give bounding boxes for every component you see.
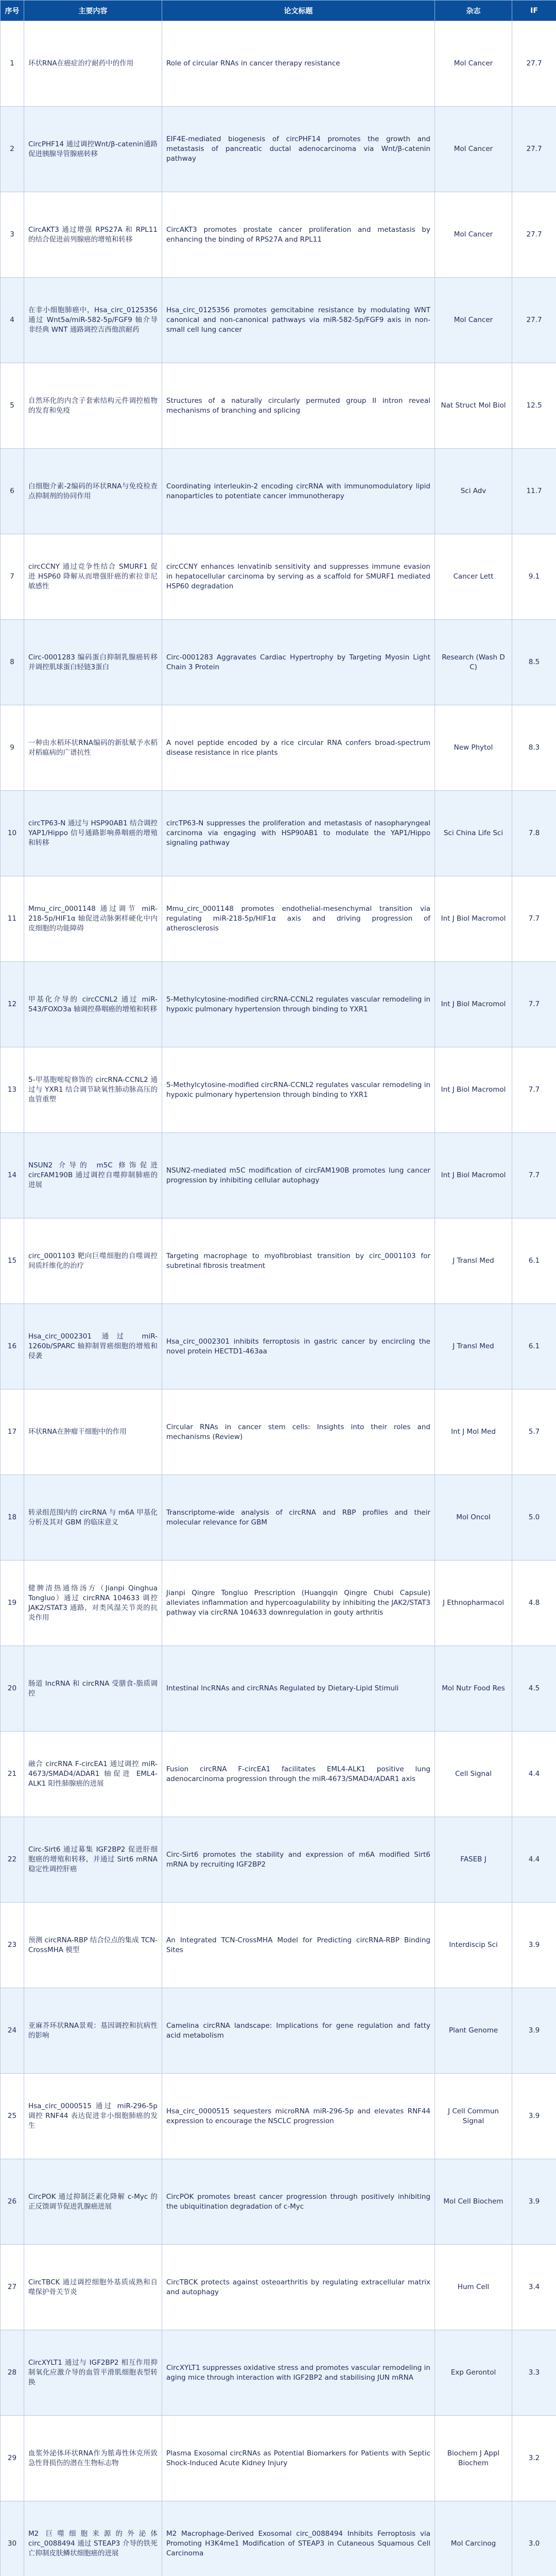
row-index: 6 [1, 449, 24, 534]
row-title: Transcriptome-wide analysis of circRNA and RBP profiles and their molecular relevance for GBM [162, 1475, 435, 1561]
row-title: Role of circular RNAs in cancer therapy resistance [162, 21, 435, 107]
row-summary: 甲基化介导的 circCCNL2 通过 miR-543/FOXO3a 轴调控鼻咽癌的增殖和转移 [24, 962, 162, 1047]
row-impact-factor: 12.5 [512, 363, 556, 449]
row-summary: Hsa_circ_0002301 通过 miR-1260b/SPARC 轴抑制胃癌细胞的增殖和侵袭 [24, 1304, 162, 1389]
row-journal: FASEB J [435, 1817, 512, 1903]
row-impact-factor: 4.5 [512, 1646, 556, 1732]
row-index: 1 [1, 21, 24, 107]
row-summary: 融合 circRNA F-circEA1 通过调控 miR-4673/SMAD4/ADAR1 轴促进 EML4-ALK1 阳性肺腺癌的进展 [24, 1732, 162, 1817]
row-impact-factor: 7.7 [512, 1047, 556, 1133]
table-row [1, 2501, 556, 2576]
row-journal: Plant Genome [435, 1988, 512, 2074]
table-row [1, 620, 556, 705]
row-impact-factor: 4.4 [512, 1732, 556, 1817]
table-row [1, 1903, 556, 1988]
row-title: Fusion circRNA F-circEA1 facilitates EML4-ALK1 positive lung adenocarcinoma progression through the miR-4673/SMAD4/ADAR1 axis [162, 1732, 435, 1817]
table-row [1, 192, 556, 278]
row-index: 15 [1, 1218, 24, 1304]
row-journal: J Transl Med [435, 1304, 512, 1389]
table-row [1, 363, 556, 449]
row-impact-factor: 7.7 [512, 876, 556, 962]
row-impact-factor: 3.4 [512, 2245, 556, 2330]
header-summary: 主要内容 [24, 1, 162, 21]
row-title: 5-Methylcytosine-modified circRNA-CCNL2 regulates vascular remodeling in hypoxic pulmonary hypertension through binding to YXR1 [162, 962, 435, 1047]
table-header-row [1, 1, 556, 21]
row-journal: J Cell Commun Signal [435, 2074, 512, 2159]
row-title: Plasma Exosomal circRNAs as Potential Biomarkers for Patients with Septic Shock-Induced Acute Kidney Injury [162, 2416, 435, 2501]
row-index: 14 [1, 1133, 24, 1218]
row-journal: Int J Biol Macromol [435, 962, 512, 1047]
row-title: An Integrated TCN-CrossMHA Model for Predicting circRNA-RBP Binding Sites [162, 1903, 435, 1988]
row-impact-factor: 6.1 [512, 1218, 556, 1304]
row-summary: 自然环化的内含子套索结构元件调控植物的发育和免疫 [24, 363, 162, 449]
row-summary: 血浆外泌体环状RNA作为脓毒性休克所致急性肾损伤的潜在生物标志物 [24, 2416, 162, 2501]
row-journal: Biochem J Appl Biochem [435, 2416, 512, 2501]
table-row [1, 705, 556, 791]
table-body [1, 21, 556, 2576]
row-index: 19 [1, 1561, 24, 1646]
row-summary: Circ-Sirt6 通过募集 IGF2BP2 促进肝细胞癌的增殖和转移，并通过 Sirt6 mRNA 稳定性调控肝癌 [24, 1817, 162, 1903]
row-journal: Mol Oncol [435, 1475, 512, 1561]
row-summary: 环状RNA在肿瘤干细胞中的作用 [24, 1389, 162, 1475]
table-row [1, 1988, 556, 2074]
row-index: 23 [1, 1903, 24, 1988]
row-title: CircAKT3 promotes prostate cancer proliferation and metastasis by enhancing the binding of RPS27A and RPL11 [162, 192, 435, 278]
row-summary: 预测 circRNA-RBP 结合位点的集成 TCN-CrossMHA 模型 [24, 1903, 162, 1988]
row-index: 12 [1, 962, 24, 1047]
row-journal: Mol Cell Biochem [435, 2159, 512, 2245]
row-title: NSUN2-mediated m5C modification of circFAM190B promotes lung cancer progression by inhibiting cellular autophagy [162, 1133, 435, 1218]
row-title: Jianpi Qingre Tongluo Prescription (Huangqin Qingre Chubi Capsule) alleviates inflammation and hypercoagulability by inhibiting the JAK2/STAT3 pathway via circRNA 104633 downregulation in gouty arthritis [162, 1561, 435, 1646]
row-summary: 5-甲基胞嘧啶修饰的 circRNA-CCNL2 通过与 YXR1 结合调节缺氧性肺动脉高压的血管重塑 [24, 1047, 162, 1133]
row-index: 21 [1, 1732, 24, 1817]
row-title: Circ-0001283 Aggravates Cardiac Hypertrophy by Targeting Myosin Light Chain 3 Protein [162, 620, 435, 705]
row-summary: 在非小细胞肺癌中，Hsa_circ_0125356 通过 Wnt5a/miR-582-5p/FGF9 轴介导非经典 WNT 通路调控吉西他滨耐药 [24, 278, 162, 363]
row-index: 18 [1, 1475, 24, 1561]
row-index: 25 [1, 2074, 24, 2159]
row-impact-factor: 5.0 [512, 1475, 556, 1561]
row-index: 4 [1, 278, 24, 363]
table-row [1, 962, 556, 1047]
row-summary: circ_0001103 靶向巨噬细胞的自噬调控间质纤维化的治疗 [24, 1218, 162, 1304]
row-summary: circCCNY 通过竞争性结合 SMURF1 促进 HSP60 降解从而增强肝癌的索拉非尼敏感性 [24, 534, 162, 620]
row-impact-factor: 3.9 [512, 2074, 556, 2159]
table-row [1, 791, 556, 876]
row-journal: Cell Signal [435, 1732, 512, 1817]
row-title: Targeting macrophage to myofibroblast transition by circ_0001103 for subretinal fibrosis treatment [162, 1218, 435, 1304]
row-impact-factor: 7.7 [512, 1133, 556, 1218]
row-index: 10 [1, 791, 24, 876]
row-index: 26 [1, 2159, 24, 2245]
row-journal: Int J Biol Macromol [435, 1133, 512, 1218]
row-summary: 环状RNA在癌症治疗耐药中的作用 [24, 21, 162, 107]
row-impact-factor: 3.9 [512, 2159, 556, 2245]
row-summary: CircPHF14 通过调控Wnt/β-catenin通路促进胰腺导管腺癌转移 [24, 107, 162, 192]
table-row [1, 2159, 556, 2245]
row-title: Circular RNAs in cancer stem cells: Insights into their roles and mechanisms (Review) [162, 1389, 435, 1475]
table-row [1, 1646, 556, 1732]
row-journal: Exp Gerontol [435, 2330, 512, 2416]
row-index: 9 [1, 705, 24, 791]
row-summary: Circ-0001283 编码蛋白抑制乳腺癌转移并调控肌球蛋白轻链3蛋白 [24, 620, 162, 705]
table-row [1, 1133, 556, 1218]
row-impact-factor: 4.8 [512, 1561, 556, 1646]
row-journal: Mol Cancer [435, 278, 512, 363]
row-impact-factor: 7.7 [512, 962, 556, 1047]
row-index: 20 [1, 1646, 24, 1732]
row-title: Camelina circRNA landscape: Implications for gene regulation and fatty acid metabolism [162, 1988, 435, 2074]
row-journal: Mol Cancer [435, 21, 512, 107]
header-journal: 杂志 [435, 1, 512, 21]
row-title: Hsa_circ_0002301 inhibits ferroptosis in gastric cancer by encircling the novel protein HECTD1-463aa [162, 1304, 435, 1389]
row-title: CircTBCK protects against osteoarthritis by regulating extracellular matrix and autophagy [162, 2245, 435, 2330]
row-journal: Int J Mol Med [435, 1389, 512, 1475]
row-title: M2 Macrophage-Derived Exosomal circ_0088494 Inhibits Ferroptosis via Promoting H3K4me1 Modification of STEAP3 in Cutaneous Squamous Cell Carcinoma [162, 2501, 435, 2576]
row-index: 5 [1, 363, 24, 449]
row-journal: Research (Wash D C) [435, 620, 512, 705]
table-row [1, 1475, 556, 1561]
table-row [1, 1218, 556, 1304]
row-title: Intestinal lncRNAs and circRNAs Regulated by Dietary-Lipid Stimuli [162, 1646, 435, 1732]
row-title: 5-Methylcytosine-modified circRNA-CCNL2 regulates vascular remodeling in hypoxic pulmonary hypertension through binding to YXR1 [162, 1047, 435, 1133]
row-journal: Mol Cancer [435, 107, 512, 192]
row-impact-factor: 27.7 [512, 21, 556, 107]
row-impact-factor: 27.7 [512, 278, 556, 363]
table-row [1, 1561, 556, 1646]
row-index: 28 [1, 2330, 24, 2416]
row-summary: CircAKT3 通过增强 RPS27A 和 RPL11 的结合促进前列腺癌的增殖和转移 [24, 192, 162, 278]
row-journal: Nat Struct Mol Biol [435, 363, 512, 449]
row-impact-factor: 3.3 [512, 2330, 556, 2416]
row-index: 3 [1, 192, 24, 278]
row-index: 8 [1, 620, 24, 705]
row-impact-factor: 6.1 [512, 1304, 556, 1389]
row-index: 22 [1, 1817, 24, 1903]
table-row [1, 2245, 556, 2330]
row-summary: circTP63-N 通过与 HSP90AB1 结合调控 YAP1/Hippo 信号通路影响鼻咽癌的增殖和转移 [24, 791, 162, 876]
table-row [1, 876, 556, 962]
row-journal: New Phytol [435, 705, 512, 791]
row-impact-factor: 3.2 [512, 2416, 556, 2501]
row-index: 2 [1, 107, 24, 192]
table-row [1, 1304, 556, 1389]
row-impact-factor: 3.9 [512, 1903, 556, 1988]
table-row [1, 1389, 556, 1475]
row-journal: Mol Cancer [435, 192, 512, 278]
row-title: Circ-Sirt6 promotes the stability and expression of m6A modified Sirt6 mRNA by recruiting IGF2BP2 [162, 1817, 435, 1903]
row-summary: 健脾清热通络汤方（Jianpi Qinghua Tongluo）通过 circRNA 104633 调控 JAK2/STAT3 通路，对类风湿关节炎的抗炎作用 [24, 1561, 162, 1646]
row-summary: 亚麻芥环状RNA景观：基因调控和抗病性的影响 [24, 1988, 162, 2074]
row-journal: J Transl Med [435, 1218, 512, 1304]
row-summary: Hsa_circ_0000515 通过 miR-296-5p 调控 RNF44 表达促进非小细胞肺癌的发生 [24, 2074, 162, 2159]
row-impact-factor: 8.3 [512, 705, 556, 791]
row-impact-factor: 27.7 [512, 192, 556, 278]
row-index: 11 [1, 876, 24, 962]
row-journal: Mol Carcinog [435, 2501, 512, 2576]
table-row [1, 449, 556, 534]
table-row [1, 2330, 556, 2416]
row-index: 29 [1, 2416, 24, 2501]
row-title: circTP63-N suppresses the proliferation and metastasis of nasopharyngeal carcinoma via engaging with HSP90AB1 to modulate the YAP1/Hippo signaling pathway [162, 791, 435, 876]
row-summary: 肠道 lncRNA 和 circRNA 受膳食-脂质调控 [24, 1646, 162, 1732]
row-index: 13 [1, 1047, 24, 1133]
row-summary: 白细胞介素-2编码的环状RNA与免疫检查点抑制剂的协同作用 [24, 449, 162, 534]
table-row [1, 278, 556, 363]
row-title: CircPOK promotes breast cancer progression through positively inhibiting the ubiquitination degradation of c-Myc [162, 2159, 435, 2245]
row-impact-factor: 27.7 [512, 107, 556, 192]
row-title: CircXYLT1 suppresses oxidative stress and promotes vascular remodeling in aging mice through interaction with IGF2BP2 and stabilising JUN mRNA [162, 2330, 435, 2416]
row-journal: J Ethnopharmacol [435, 1561, 512, 1646]
table-row [1, 21, 556, 107]
table-row [1, 1817, 556, 1903]
row-summary: CircPOK 通过抑制泛素化降解 c-Myc 的正反馈调节促进乳腺癌进展 [24, 2159, 162, 2245]
row-summary: 一种由水稻环状RNA编码的新肽赋予水稻对稻瘟病的广谱抗性 [24, 705, 162, 791]
row-index: 17 [1, 1389, 24, 1475]
row-impact-factor: 3.9 [512, 1988, 556, 2074]
row-title: Mmu_circ_0001148 promotes endothelial-mesenchymal transition via regulating miR-218-5p/HIF1α axis and driving progression of atherosclerosis [162, 876, 435, 962]
row-index: 30 [1, 2501, 24, 2576]
row-title: circCCNY enhances lenvatinib sensitivity and suppresses immune evasion in hepatocellular carcinoma by serving as a scaffold for SMURF1 mediated HSP60 degradation [162, 534, 435, 620]
row-summary: M2 巨噬细胞来源的外泌体 circ_0088494 通过 STEAP3 介导的铁死亡抑制皮肤鳞状细胞癌的进展 [24, 2501, 162, 2576]
row-journal: Int J Biol Macromol [435, 1047, 512, 1133]
table-row [1, 1047, 556, 1133]
row-summary: 转录组范围内的 circRNA 与 m6A 甲基化分析及其对 GBM 的临床意义 [24, 1475, 162, 1561]
row-index: 24 [1, 1988, 24, 2074]
row-impact-factor: 8.5 [512, 620, 556, 705]
row-index: 16 [1, 1304, 24, 1389]
row-journal: Sci China Life Sci [435, 791, 512, 876]
table-row [1, 107, 556, 192]
table-row [1, 2416, 556, 2501]
row-impact-factor: 7.8 [512, 791, 556, 876]
row-title: A novel peptide encoded by a rice circular RNA confers broad-spectrum disease resistance in rice plants [162, 705, 435, 791]
header-title: 论文标题 [162, 1, 435, 21]
table-row [1, 534, 556, 620]
row-title: Hsa_circ_0125356 promotes gemcitabine resistance by modulating WNT canonical and non-canonical pathways via miR-582-5p/FGF9 axis in non-small cell lung cancer [162, 278, 435, 363]
row-title: Coordinating interleukin-2 encoding circRNA with immunomodulatory lipid nanoparticles to potentiate cancer immunotherapy [162, 449, 435, 534]
row-summary: NSUN2 介导的 m5C 修饰促进 circFAM190B 通过调控自噬抑制肺癌的进展 [24, 1133, 162, 1218]
row-journal: Hum Cell [435, 2245, 512, 2330]
row-title: Structures of a naturally circularly permuted group II intron reveal mechanisms of branching and splicing [162, 363, 435, 449]
row-title: EIF4E-mediated biogenesis of circPHF14 promotes the growth and metastasis of pancreatic ductal adenocarcinoma via Wnt/β-catenin pathway [162, 107, 435, 192]
table-row [1, 1732, 556, 1817]
row-journal: Cancer Lett [435, 534, 512, 620]
row-impact-factor: 9.1 [512, 534, 556, 620]
row-impact-factor: 11.7 [512, 449, 556, 534]
row-index: 27 [1, 2245, 24, 2330]
row-journal: Sci Adv [435, 449, 512, 534]
row-journal: Int J Biol Macromol [435, 876, 512, 962]
row-index: 7 [1, 534, 24, 620]
row-impact-factor: 5.7 [512, 1389, 556, 1475]
row-summary: CircXYLT1 通过与 IGF2BP2 相互作用抑制氧化应激介导的血管平滑肌细胞表型转换 [24, 2330, 162, 2416]
row-impact-factor: 4.4 [512, 1817, 556, 1903]
row-summary: CircTBCK 通过调控细胞外基质成熟和自噬保护骨关节炎 [24, 2245, 162, 2330]
row-impact-factor: 3.0 [512, 2501, 556, 2576]
table-row [1, 2074, 556, 2159]
row-title: Hsa_circ_0000515 sequesters microRNA miR-296-5p and elevates RNF44 expression to encourage the NSCLC progression [162, 2074, 435, 2159]
row-journal: Mol Nutr Food Res [435, 1646, 512, 1732]
header-index: 序号 [1, 1, 24, 21]
row-summary: Mmu_circ_0001148 通过调节 miR-218-5p/HIF1α 轴促进动脉粥样硬化中内皮细胞的功能障碍 [24, 876, 162, 962]
header-impact-factor: IF [512, 1, 556, 21]
row-journal: Interdiscip Sci [435, 1903, 512, 1988]
